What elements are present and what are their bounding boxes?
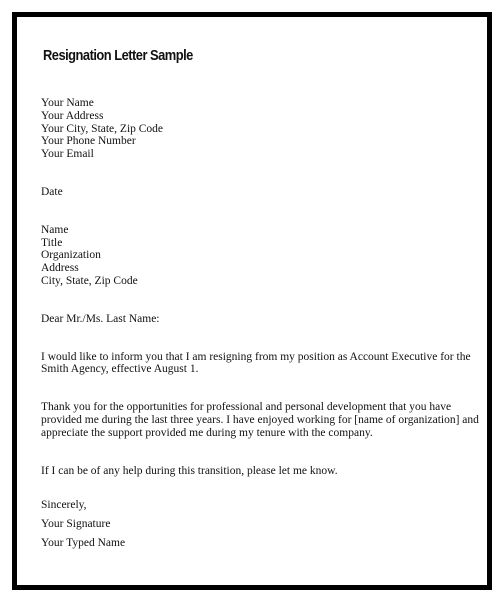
closing-signature: Your Signature [41,518,111,531]
document-frame [12,12,492,590]
sender-phone: Your Phone Number [41,135,136,148]
sender-block [41,97,481,161]
recipient-title: Title [41,236,63,249]
recipient-address: Address [41,262,79,275]
sender-email: Your Email [41,148,94,161]
closing-block [41,496,481,553]
recipient-organization: Organization [41,249,101,262]
sender-address: Your Address [41,109,104,122]
letter-date: Date [41,185,63,198]
paragraph-thanks: Thank you for the opportunities for professional and personal development that you have provided me during the last three years. I have enjoyed working for [name of organization] and appreciate the support provided me during my tenure with the company. [41,401,479,439]
paragraph-resignation: I would like to inform you that I am resigning from my position as Account Executive for the Smith Agency, effective August 1. [41,350,471,376]
recipient-name: Name [41,223,69,236]
paragraph-help: If I can be of any help during this transition, please let me know. [41,464,338,477]
closing-typed-name: Your Typed Name [41,537,126,550]
document-title: Resignation Letter Sample [43,47,193,64]
sender-city: Your City, State, Zip Code [41,122,164,135]
closing-sincerely: Sincerely, [41,499,87,512]
salutation: Dear Mr./Ms. Last Name: [41,312,160,325]
letter-body [41,97,481,553]
sender-name: Your Name [41,97,94,109]
recipient-block [41,224,481,288]
recipient-city: City, State, Zip Code [41,274,138,287]
